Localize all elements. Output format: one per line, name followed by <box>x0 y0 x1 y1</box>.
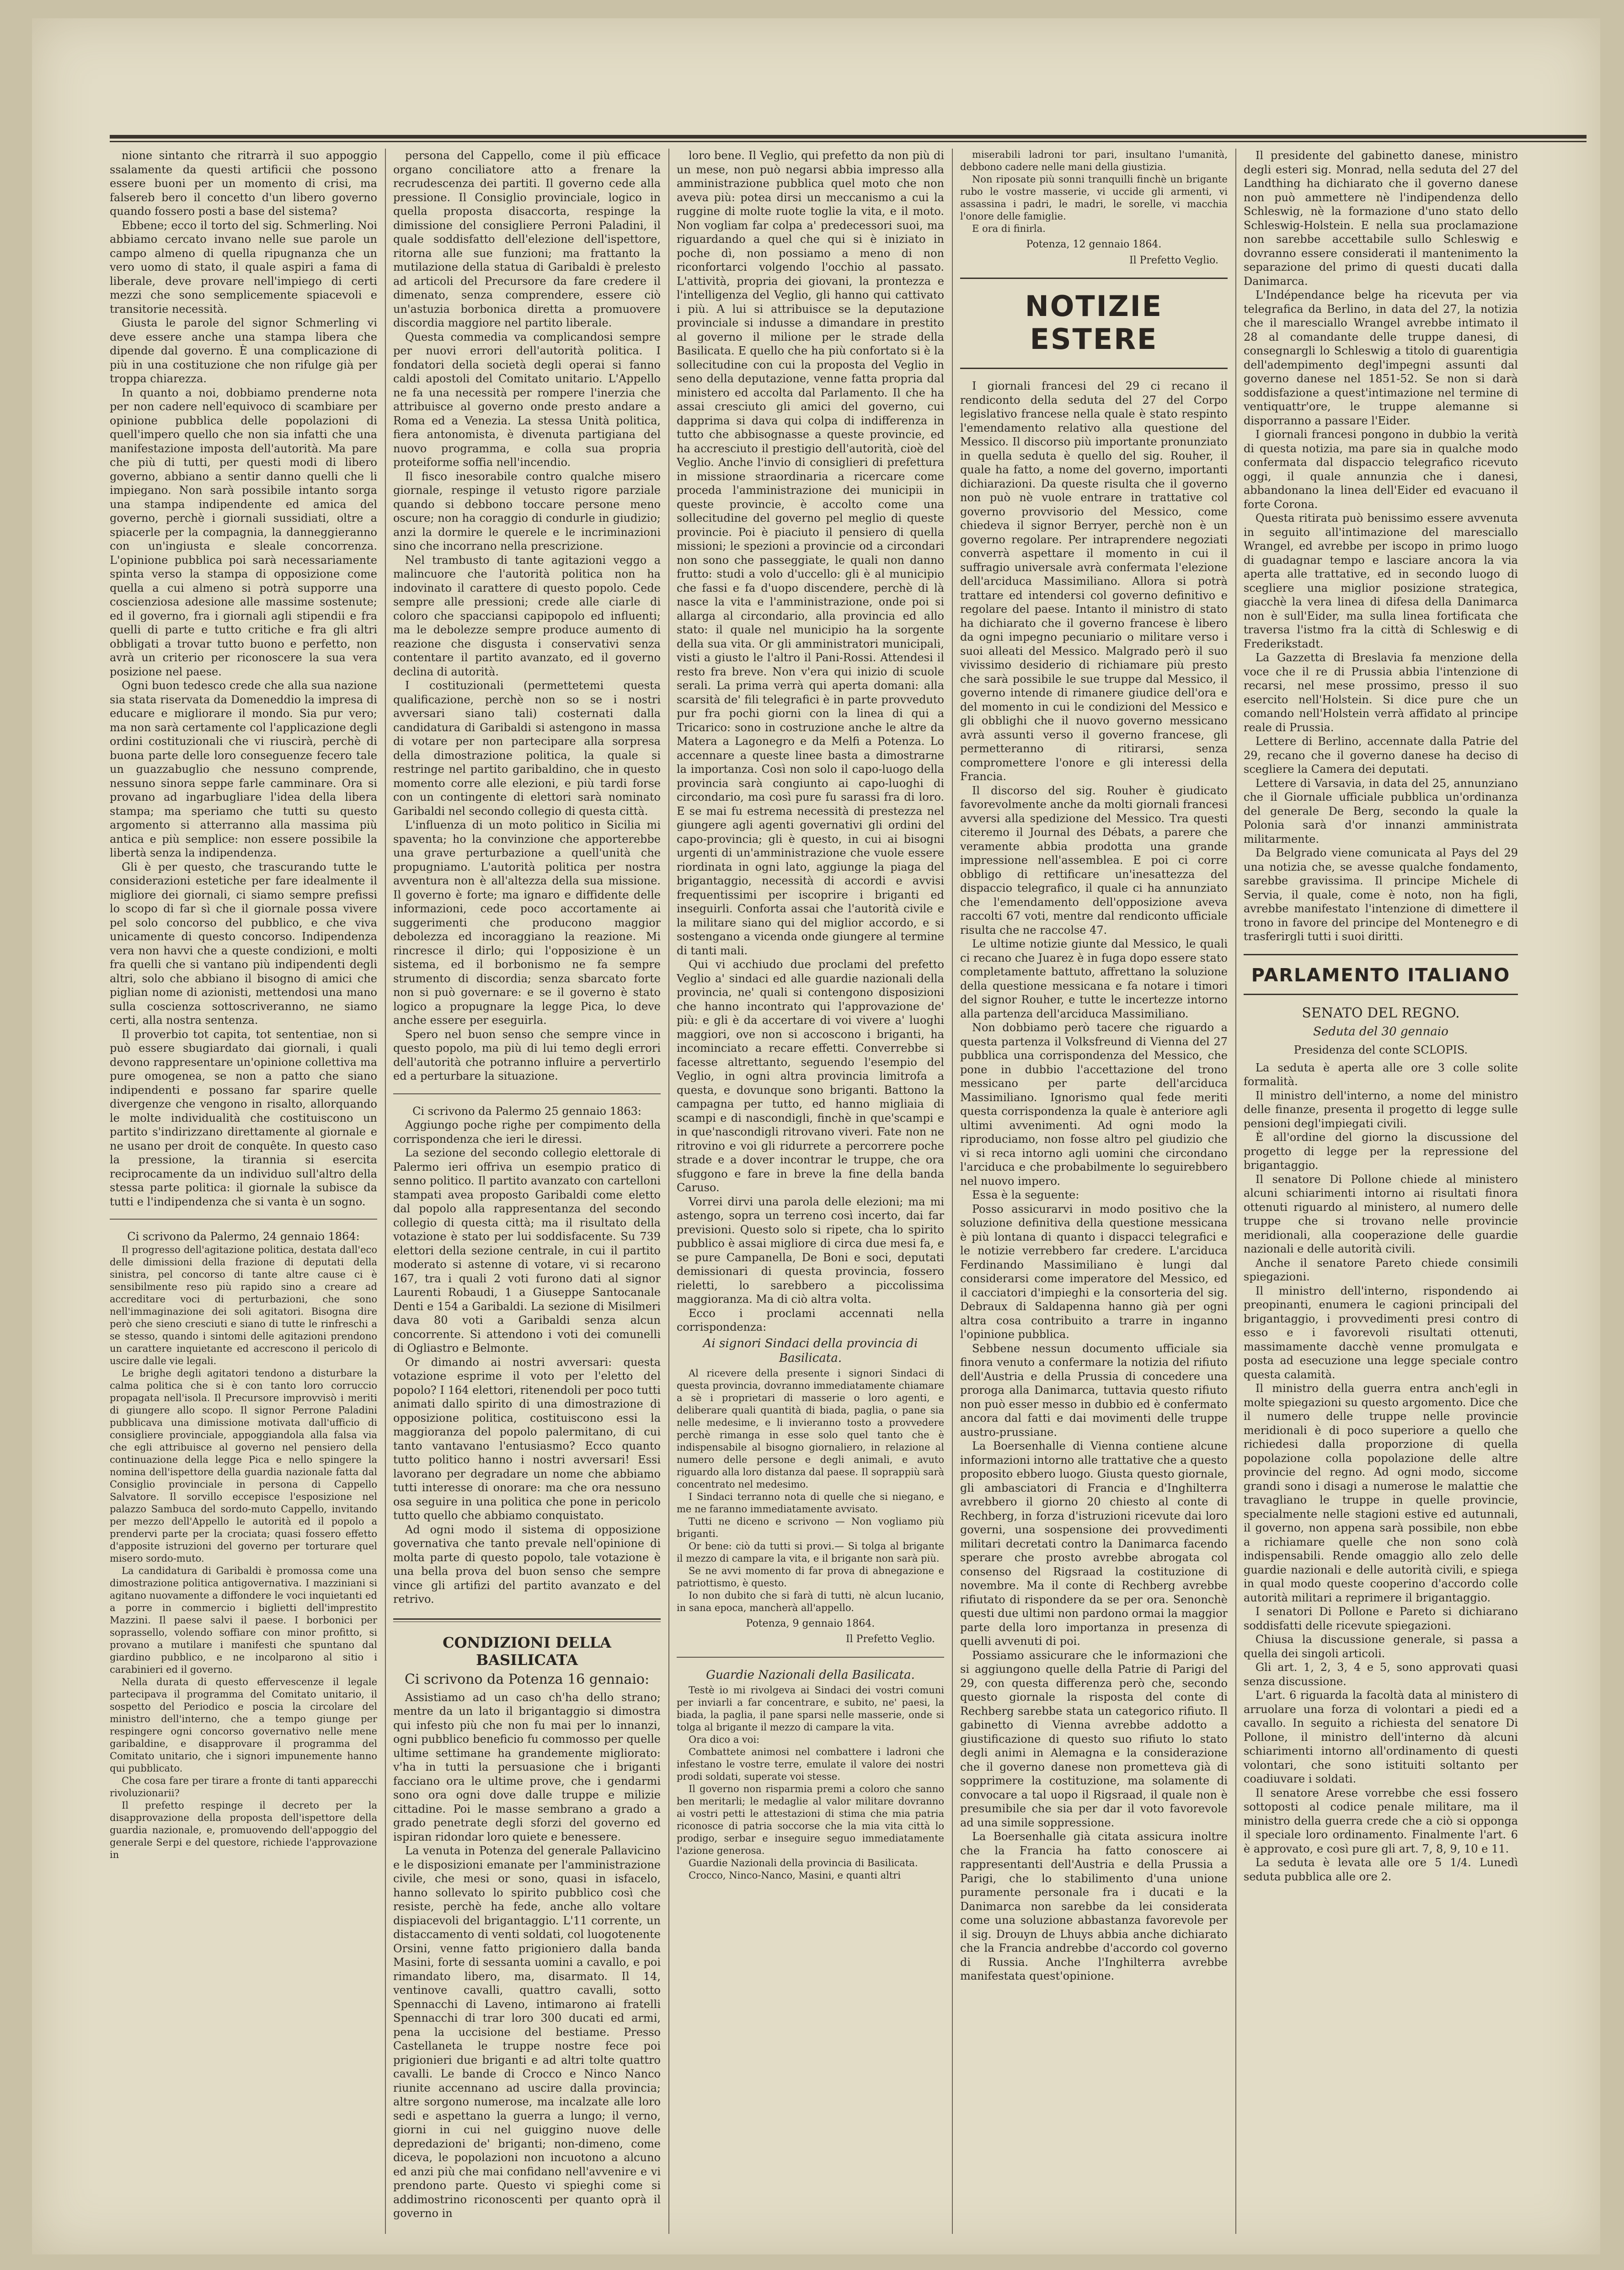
article-paragraph: Or dimando ai nostri avversari: questa votazione esprime il voto per l'eletto del popolo? I 164 elettori, ritenendoli per poco tutti animati dallo spirito di una dimostrazione di opposizione politica, costituiscono essi la maggioranza del popolo palermitano, di cui tanto vantavano l'entusiasmo? Ecco quanto tutto politico hanno i nostri avversari! Essi lavorano per degradare un nome che abbiamo tutti interesse di onorare: ma che ora nessuno osa seguire in una politica che pone in pericolo tutto quello che abbiamo conquistato. <box>393 1355 661 1522</box>
article-paragraph: Gli art. 1, 2, 3, 4 e 5, sono approvati quasi senza discussione. <box>1244 1661 1518 1688</box>
article-paragraph: Essa è la seguente: <box>972 1189 1079 1201</box>
article-paragraph: I senatori Di Pollone e Pareto si dichiarano soddisfatti delle ricevute spiegazioni. <box>1244 1605 1518 1632</box>
column-rule <box>1235 149 1236 2234</box>
article-paragraph: Nella durata di questo effervescenze il legale partecipava il programma del Comitato unitario, il sospetto del Periodico e poscia la circolare del ministro dell'interno, che a tempo giunge per respingere ogni concorso governativo nelle mene garibaldine, e disapprovare il programma del Comitato unitario, che i signori impunemente hanno qui pubblicato. <box>110 1676 377 1774</box>
article-paragraph: Gli è per questo, che trascurando tutte le considerazioni estetiche per fare idealmente il migliore dei giornali, ci siamo sempre prefissi lo scopo di far sì che il giornale possa vivere pel solo concorso del pubblico, e che viva unicamente di questo concorso. Indipendenza vera non havvi che a queste condizioni, e molti fra quelli che si vantano più indipendenti degli altri, solo che abbiano il bisogno di amici che piglian nome di azionisti, mettendosi una mano sulla coscienza sottoscriveranno, ne siamo certi, alla nostra sentenza. <box>110 860 377 1027</box>
top-rule <box>110 135 1587 139</box>
article-paragraph: Non riposate più sonni tranquilli finchè un brigante rubo le vostre masserie, vi uccide gli armenti, vi assassina i padri, le madri, le sorelle, vi macchia l'onore delle famiglie. <box>960 174 1228 222</box>
article-paragraph: Ebbene; ecco il torto del sig. Schmerling. Noi abbiamo cercato invano nelle sue parole un campo almeno di quella ripugnanza che un vero uomo di stato, il quale aspiri a fama di liberale, deve provare nell'impiego di certi mezzi che sono semplicemente spiacevoli e transitorie necessità. <box>110 219 377 316</box>
column-rule <box>668 149 669 2234</box>
article-paragraph: I giornali francesi pongono in dubbio la verità di questa notizia, ma pare sia in qualche modo confermata dal dispaccio telegrafico ricevuto oggi, il quale annunzia che i danesi, abbandonano la linea dell'Eider ed evacuano il forte Corona. <box>1244 428 1518 511</box>
article-paragraph: Il discorso del sig. Rouher è giudicato favorevolmente anche da molti giornali francesi avversi alla spedizione del Messico. Tra questi citeremo il Journal des Débats, a parere che veramente abbia prodotta una grande impressione nell'assemblea. E poi ci corre obbligo di rettificare un'inesattezza del dispaccio telegrafico, il quale ci ha annunziato che l'emendamento dell'opposizione aveva raccolti 67 voti, mentre dal rendiconto ufficiale risulta che ne raccolse 47. <box>960 784 1228 937</box>
article-paragraph: La seduta è levata alle ore 5 1/4. Lunedì seduta pubblica alle ore 2. <box>1244 1856 1518 1883</box>
article-paragraph: La Boersenhalle di Vienna contiene alcune informazioni intorno alle trattative che a questo proposito ebbero luogo. Giusta questo giornale, gli ambasciatori di Francia e d'Inghilterra avrebbero il giorno 20 chiesto al conte di Rechberg, in forza d'istruzioni ricevute dai loro governi, una sospensione dei provvedimenti militari decretati contro la Danimarca facendo sperare che prosto avrebbe abrogata col consenso del Rigsraad la costituzione di novembre. Ma il conte di Rechberg avrebbe rifiutato di rispondere da se per ora. Senonchè questi due ultimi non pardono ormai la maggior parte della loro importanza in presenza di quelli avvenuti di poi. <box>960 1440 1228 1648</box>
article-paragraph: In quanto a noi, dobbiamo prenderne nota per non cadere nell'equivoco di scambiare per opinione pubblica delle popolazioni di quell'impero quello che non sia infatti che una manifestazione imposta dell'autorità. Ma pare che più di tutti, per questi modi di libero governo, abbiano a sentir danno quelli che li impiegano. Non sarà possibile intanto sorga una stampa indipendente ed amica del governo, perchè i giornali sussidiati, oltre a spiacerle per la compagnia, la danneggieranno con un'ingiusta e sleale concorrenza. L'opinione pubblica poi sarà necessariamente spinta verso la stampa di opposizione come quella a cui almeno si potrà supporre una coscienziosa adesione alle massime sostenute; ed il governo, fra i giornali agli stipendii e fra quelli di parte e tutto critiche e fra gli altri obbligati a trovar tutto buono e perfetto, non avrà un criterio per riconoscere la sua vera posizione nel paese. <box>110 386 377 678</box>
article-paragraph: Nel trambusto di tante agitazioni veggo a malincuore che l'autorità politica non ha indovinato il carattere di questo popolo. Cede sempre alle pressioni; crede alle ciarle di coloro che spacciansi capipopolo ed influenti; ma le debolezze sempre produce aumento di reazione che disgusta i conservativi senza contentare il partito avanzato, ed il governo declina di autorità. <box>393 553 661 678</box>
article-paragraph: Combattete animosi nel combattere i ladroni che infestano le vostre terre, emulate il valore dei nostri prodi soldati, superate voi stesse. <box>677 1746 944 1782</box>
article-paragraph: È all'ordine del giorno la discussione del progetto di legge per la repressione del brigantaggio. <box>1244 1131 1518 1172</box>
article-paragraph: La seduta è aperta alle ore 3 colle solite formalità. <box>1244 1061 1518 1088</box>
double-rule <box>393 1618 661 1622</box>
article-paragraph: Spero nel buon senso che sempre vince in questo popolo, ma più di lui temo degli errori dell'autorità che potranno influire a pervertirlo ed a perturbare la situazione. <box>393 1028 661 1082</box>
article-paragraph: Il ministro dell'interno, rispondendo ai preopinanti, enumera le cagioni principali del brigantaggio, i provvedimenti presi contro di esso e i favorevoli risultati ottenuti, massimamente dacchè venne promulgata e posta ad esecuzione una legge speciale contro questa calamità. <box>1244 1284 1518 1381</box>
article-paragraph: Le ultime notizie giunte dal Messico, le quali ci recano che Juarez è in fuga dopo essere stato completamente battuto, affrettano la soluzione della questione messicana e fa notare i timori del signor Rouher, e tutte le incertezze intorno alla partenza dell'arciduca Massimiliano. <box>960 937 1228 1020</box>
signature: Il Prefetto Veglio. <box>845 1633 935 1645</box>
article-paragraph: I Sindaci terranno nota di quelle che si niegano, e me ne faranno immediatamente avvisato. <box>677 1491 944 1515</box>
article-paragraph: Crocco, Ninco-Nanco, Masini, e quanti altri <box>689 1869 901 1881</box>
newspaper-page <box>32 18 1600 2254</box>
article-paragraph: Assistiamo ad un caso ch'ha dello strano; mentre da un lato il brigantaggio si dimostra qui infesto più che non fu mai per lo innanzi, ogni pubblico beneficio fu commosso per quelle ultime settimane ha grandemente migliorato: v'ha in tutti la persuasione che i briganti facciano ora le ultime prove, che i gendarmi sono ora ogni dove dalle truppe e milizie cittadine. Poi le masse sembrano a grado a grado penetrate degli sforzi del governo ed ispiran ridondar loro quiete e benessere. <box>393 1691 661 1843</box>
article-paragraph: Ora dico a voi: <box>689 1734 760 1745</box>
date-line: Potenza, 12 gennaio 1864. <box>1026 239 1162 250</box>
divider <box>393 1093 661 1094</box>
article-paragraph: La sezione del secondo collegio elettorale di Palermo ieri offriva un esempio pratico di senno politico. Il partito avanzato con cartelloni stampati avea proposto Garibaldi come eletto dal popolo alla rappresentanza del secondo collegio di questa città; ma il risultato della votazione è stato per lui soddisfacente. Su 739 elettori della sezione centrale, in cui il partito moderato si astenne di votare, vi si recarono 167, tra i quali 2 voti furono dati al signor Laurenti Robaudi, 1 a Giuseppe Santocanale Denti e 154 a Garibaldi. La sezione di Misilmeri dava 80 voti a Garibaldi senza alcun concorrente. Si attendono i voti dei comunelli di Ogliastro e Belmonte. <box>393 1146 661 1355</box>
article-paragraph: Sebbene nessun documento ufficiale sia finora venuto a confermare la notizia del rifiuto dell'Austria e della Prussia di concedere una proroga alla Danimarca, tuttavia questo rifiuto non può esser messo in dubbio ed è confermato ancora dal fatti e dai movimenti delle truppe austro-prussiane. <box>960 1342 1228 1439</box>
article-paragraph: Qui vi acchiudo due proclami del prefetto Veglio a' sindaci ed alle guardie nazionali della provincia, ne' quali si contengono disposizioni che hanno incontrato qui l'approvazione de' più: e gli è da accertare di voi vivere a' luoghi maggiori, ove non si accoscono i briganti, ha incominciato a recare effetti. Converrebbe si facesse altrettanto, seguendo l'esempio del Veglio, in ogni altra provincia limitrofa a questa, e dovunque sono briganti. Battono la campagna per tutto, ed hanno migliaia di scampi e di nascondigli, finchè in que'scampi e in que'nascondigli ritrovano viveri. Fate non ne ritrovino e voi gli ridurrete a percorrere poche strade e a dover incontrar le truppe, che ora sfuggono e fare in breve la fine della banda Caruso. <box>677 958 944 1194</box>
column-3 <box>677 149 944 2234</box>
article-paragraph: L'influenza di un moto politico in Sicilia mi spaventa; ho la convinzione che apporterebbe una grave perturbazione a quell'unità che propugniamo. L'autorità politica per nostra avventura non è all'altezza della sua missione. Il governo è forte; ma ignaro e diffidente delle informazioni, cede poco accortamente ai suggerimenti che producono maggior debolezza ed incoraggiano la reazione. Mi rincresce il dirlo; qui l'opposizione è un sistema, ed il borbonismo ne fa sempre strumento di discordia; senza sbarcato forte non si può governare: e se il governo è stato logico a propugnare la legge Pica, lo deve anche essere per eseguirla. <box>393 819 661 1027</box>
article-paragraph: I costituzionali (permettetemi questa qualificazione, perchè non so se i nostri avversari siano tali) costernati dalla candidatura di Garibaldi si astengono in massa di votare per non partecipare alla sorpresa della dimostrazione politica, la quale si restringe nel partito garibaldino, che in questo momento corre alle elezioni, e più tardi forse con un contingente di elettori sarà nominato Garibaldi nel secondo collegio di questa città. <box>393 679 661 818</box>
article-paragraph: Il ministro della guerra entra anch'egli in molte spiegazioni su questo argomento. Dice che il numero delle truppe nelle provincie meridionali è di poco superiore a quello che richiedesi dalla proporzione di quella popolazione colla popolazione delle altre provincie del regno. Ad ogni modo, siccome grandi sono i disagi a numerose le malattie che travagliano le truppe in quelle provincie, specialmente nelle stagioni estive ed autunnali, il governo, non appena sarà possibile, non ebbe a richiamare quelle che non sono colà indispensabili. Rende omaggio allo zelo delle guardie nazionali e delle autorità civili, e spiega in qual modo queste cooperino d'accordo colle autorità militari a reprimere il brigantaggio. <box>1244 1382 1518 1604</box>
article-paragraph: Se ne avvi momento di far prova di abnegazione e patriottismo, è questo. <box>677 1565 944 1589</box>
article-paragraph: La candidatura di Garibaldi è promossa come una dimostrazione politica antigovernativa. I mazziniani si agitano nuovamente a diffondere le voci inquietanti ed a porre in commercio i biglietti dell'imprestito Mazzini. Il paese salvi il paese. I borbonici per soprassello, volendo soffiare con minor profitto, si provano a mutilare i manifesti che spuntano dal giardino pubblico, e ne incolparono al sitio i carabinieri ed il governo. <box>110 1565 377 1675</box>
article-paragraph: La Boersenhalle già citata assicura inoltre che la Francia ha fatto conoscere ai rappresentanti dell'Austria e della Prussia a Parigi, che lo stabilimento d'una unione puramente personale fra i ducati e la Danimarca non sarebbe da lei considerata come una soluzione abbastanza favorevole per il sig. Drouyn de Lhuys abbia anche dichiarato che la Francia andrebbe d'accordo col governo di Russia. Anche l'Inghilterra avrebbe manifestata quest'opinione. <box>960 1830 1228 1982</box>
column-1 <box>110 149 377 2234</box>
article-paragraph: persona del Cappello, come il più efficace organo conciliatore atto a frenare la recrudescenza dei partiti. Il governo cede alla pressione. Il Consiglio provinciale, logico in quella proposta disaccorta, respinge la dimissione del consigliere Perroni Paladini, il quale soddisfatto dell'elezione dell'ispettore, ritorna alle sue funzioni; ma frattanto la mutilazione della statua di Garibaldi è prelesto ad articoli del Precursore da fare credere il dimenato, senza comprendere, essere ciò un'astuzia borbonica diretta a promuovere discordia maggiore nel partito liberale. <box>393 149 661 329</box>
divider <box>110 1219 377 1220</box>
article-paragraph: Il prefetto respinge il decreto per la disapprovazione della proposta dell'ispettore della guardia nazionale, e, promuovendo dell'appoggio del generale Serpi e del questore, richiede l'approvazione in <box>110 1799 377 1860</box>
article-paragraph: Le brighe degli agitatori tendono a disturbare la calma politica che si è con tanto loro corruccio propagata nell'isola. Il Precursore improvvisò i meriti di giungere allo scopo. Il signor Perrone Paladini pubblicava una dimissione motivata dall'ufficio di consigliere provinciale, appoggiandola alla falsa via che egli attribuisce al governo nel pensiero della continuazione della legge Pica e nello spingere la nomina dell'ispettore della guardia nazionale fatta dal Consiglio provinciale in persona di Cappello Salvatore. Il sorvillo eccepisce l'esposizione nel palazzo Sambuca del sordo-muto Cappello, invitando per mezzo dell'Appello le autorità ed il popolo a prendervi parte per la crociata; quasi fossero effetto d'apposite istruzioni del governo per torturare quel misero sordo-muto. <box>110 1367 377 1564</box>
session-date: Seduta del 30 gennaio <box>1313 1024 1448 1039</box>
top-rule-thin <box>110 141 1587 142</box>
article-paragraph: Giusta le parole del signor Schmerling vi deve essere anche una stampa libera che dipende dal governo. È una complicazione di più in una costituzione che non rifulge già per troppa chiarezza. <box>110 316 377 385</box>
article-paragraph: Anche il senatore Pareto chiede consimili spiegazioni. <box>1244 1256 1518 1283</box>
article-paragraph: Vorrei dirvi una parola delle elezioni; ma mi astengo, sopra un terreno così incerto, dai far previsioni. Questo solo si ripete, cha lo spirito pubblico è assai migliore di circa due mesi fa, e se pure Campanella, De Boni e soci, deputati demissionari di questa provincia, fossero rieletti, lo sarebbero a piccolissima maggioranza. Ma di ciò altra volta. <box>677 1195 944 1306</box>
column-rule <box>385 149 386 2234</box>
article-paragraph: nione sintanto che ritrarrà il suo appoggio ssalamente da questi artificii che possono essere buoni per un momento di crisi, ma falsereb bero il concetto d'un libero governo quando fossero posti a base del sistema? <box>110 149 377 218</box>
article-paragraph: Ad ogni modo il sistema di opposizione governativa che tanto prevale nell'opinione di molta parte di questo popolo, tale votazione è una bella prova del buon senso che sempre vince gli artifizi del partito avanzato e del retrivo. <box>393 1523 661 1606</box>
article-paragraph: Il proverbio tot capita, tot sententiae, non si può essere sbugiardato dai giornali, i quali devono rappresentare un'opinione collettiva ma pure omogenea, se non a patto che siano indipendenti e possano far sparire quelle divergenze che vengono in risalto, allorquando le molte individualità che costituiscono un partito s'indirizzano direttamente al giornale e ne usano per droit de conquête. In questo caso la pressione, la tirannia si esercita reciprocamente da un individuo sull'altro della stessa parte politica: il giornale la subisce da tutti e l'indipendenza che si vanta è un sogno. <box>110 1028 377 1208</box>
article-paragraph: L'art. 6 riguarda la facoltà data al ministero di arruolare una forza di volontari a piedi ed a cavallo. In seguito a richiesta del senatore Di Pollone, il ministro dell'interno dà alcuni schiarimenti intorno all'ordinamento di questi volontari, che sono istituiti soltanto per coadiuvare i soldati. <box>1244 1689 1518 1785</box>
article-paragraph: Posso assicurarvi in modo positivo che la soluzione definitiva della questione messicana è più lontana di quanto i dispacci telegrafici e le notizie verrebbero far credere. L'arciduca Ferdinando Massimiliano è lungi dal considerarsi come imperatore del Messico, ed il cacciatori d'impieghi e la consorteria del sig. Debraux di Saldapenna hanno già per ogni altra cosa contribuito a trarre in inganno l'opinione pubblica. <box>960 1202 1228 1341</box>
article-paragraph: Da Belgrado viene comunicata al Pays del 29 una notizia che, se avesse qualche fondamento, sarebbe gravissima. Il principe Michele di Servia, il quale, come è noto, non ha figli, avrebbe manifestato l'intenzione di dimettere il trono in favore del principe del Montenegro e di trasferirgli tutti i suoi diritti. <box>1244 846 1518 943</box>
column-5 <box>1244 149 1518 2234</box>
presidency: Presidenza del conte SCLOPIS. <box>1293 1043 1468 1056</box>
article-paragraph: Al ricevere della presente i signori Sindaci di questa provincia, dovranno immediatamente chiamare a sè i proprietari di masserie o loro agenti, e deliberare quali quantità di biada, paglia, o pane sia nelle medesime, e li invieranno tosto a provvedere perchè rimanga in esse solo quel tanto che è indispensabile al bisogno giornaliero, in relazione al numero delle persone e degli animali, e avuto riguardo alla loro distanza dal paese. Il soprappiù sarà concentrato nel medesimo. <box>677 1367 944 1490</box>
article-paragraph: Tutti ne diceno e scrivono — Non vogliamo più briganti. <box>677 1515 944 1539</box>
article-paragraph: Il governo non risparmia premi a coloro che sanno ben meritarli; le medaglie al valor militare dovranno ai vostri petti le attestazioni di stima che mia patria riconosce di patria soccorse che la mia vita città lo prodigo, serbar e inseguire seguo immediatamente l'azione generosa. <box>677 1783 944 1856</box>
senate-heading: SENATO DEL REGNO. <box>1302 1005 1460 1021</box>
divider <box>677 1657 944 1658</box>
column-4 <box>960 149 1228 2234</box>
section-subtitle: Ci scrivono da Potenza 16 gennaio: <box>404 1671 650 1687</box>
signature: Il Prefetto Veglio. <box>1129 254 1218 266</box>
article-paragraph: E ora di finirla. <box>972 223 1046 234</box>
article-paragraph: I giornali francesi del 29 ci recano il rendiconto della seduta del 27 del Corpo legislativo francese nella quale è stato respinto l'emendamento relativo alla questione del Messico. Il discorso più importante pronunziato in quella seduta è quello del sig. Rouher, il quale ha fatto, a nome del governo, importanti dichiarazioni. Da queste risulta che il governo non può nè vuole entrare in trattative col governo provvisorio del Messico, come chiedeva il signor Berryer, perchè non è un governo regolare. Per intraprendere negoziati converrà aspettare il momento in cui il suffragio universale avrà confermata l'elezione dell'arciduca Massimiliano. Allora si potrà trattare ed intendersi col governo definitivo e regolare del paese. Intanto il ministro di stato ha dichiarato che il governo francese è libero da ogni impegno pecuniario o militare verso i suoi alleati del Messico. Malgrado però il suo vivissimo desiderio di richiamare più presto che sarà possibile le sue truppe dal Messico, il governo intende di rimanere giudice dell'ora e del momento in cui le condizioni del Messico e gli obblighi che il nuovo governo messicano avrà assunti verso il governo francese, gli permetteranno di ritirarsi, senza compromettere l'onore e gli interessi della Francia. <box>960 380 1228 783</box>
article-paragraph: Io non dubito che si farà di tutti, nè alcun lucanio, in sana epoca, mancherà all'appello. <box>677 1590 944 1613</box>
article-paragraph: Lettere di Berlino, accennate dalla Patrie del 29, recano che il governo danese ha deciso di scegliere la Camera dei deputati. <box>1244 735 1518 776</box>
article-paragraph: Il presidente del gabinetto danese, ministro degli esteri sig. Monrad, nella seduta del 27 del Landthing ha dichiarato che il governo danese non può ammettere nè l'indipendenza dello Schleswig, nè la formazione d'uno stato dello Schleswig-Holstein. E nella sua proclamazione non sarebbe accettabile sullo Schleswig e dovranno essere considerati il mantenimento la separazione del primo di questi ducati dalla Danimarca. <box>1244 149 1518 288</box>
article-paragraph: miserabili ladroni tor pari, insultano l'umanità, debbono cadere nelle mani della giustizia. <box>960 149 1228 172</box>
article-paragraph: loro bene. Il Veglio, qui prefetto da non più di un mese, non può negarsi abbia impresso alla amministrazione pubblica quel moto che non aveva più: potea dirsi un meccanismo a cui la ruggine di molte ruote toglie la vita, e il moto. Non vogliam far colpa a' predecessori suoi, ma riguardando a quel che qui si è iniziato in poche dì, non possiamo a meno di non riconfortarci volgendo l'occhio al passato. L'attività, propria dei giovani, la prontezza e l'intelligenza del Veglio, gli hanno qui cattivato i più. A lui si attribuisce se la deputazione provinciale si indusse a dimandare in prestito al governo il milione per le strade della Basilicata. E quello che ha più confortato si è la sollecitudine con cui la proposta del Veglio in seno della deputazione, venne fatta propria dal ministero ed accolta dal Parlamento. Il che ha assai cresciuto gli amici del governo, cui dapprima si dava qui colpa di indifferenza in tutto che abbisognasse a queste provincie, ed ha accresciuto il prestigio dell'autorità, cioè del Veglio. Anche l'invio di consiglieri di prefettura in missione straordinaria a ricercare come proceda l'amministrazione dei municipii in queste provincie, è accolto come una sollecitudine del governo pel meglio di queste provincie. Poi è piaciuto il pensiero di quella missioni; le spezioni a provincie od a circondari non sono che passeggiate, le quali non danno frutto: studi a volo d'uccello: gli è al municipio che fassi e fa d'uopo discendere, perchè di là nasce la vita e l'amministrazione, onde poi si allarga al circondario, alla provincia ed allo stato: il quale nel municipio ha la sorgente della sua vita. Or gli amministratori municipali, visti a giusto le l'altro il Pani-Rossi. Attendesi il resto fra breve. Non v'era qui inizio di scuole serali. La prima verrà qui aperta domani: alla scarsità de' fili telegrafici è in parte provveduto pur fra pochi giorni con la linea di qui a Tricarico: sono in costruzione anche le altre da Matera a Lagonegro e da Melfi a Potenza. Lo accennare a queste linee basta a dimostrarne la importanza. Così non solo il capo-luogo della provincia sarà congiunto ai capo-luoghi di circondario, ma così pure fu sarassi fra di loro. E se mai fu estrema necessità di prestezza nel giungere agli agenti governativi gli ordini del capo-provincia; gli è questo, in cui ai bisogni urgenti di un'amministrazione che vuole essere riordinata in ogni lato, aggiunge la piaga del brigantaggio, necessità di accordi e avvisi frequentissimi per iscoprire i briganti ed inseguirli. Conforta assai che l'autorità civile e la militare siano qui del miglior accordo, e si sostengano a vicenda onde giungere al termine di tanti mali. <box>677 149 944 957</box>
section-title-parlamento: PARLAMENTO ITALIANO <box>1251 964 1511 986</box>
article-paragraph: Questa commedia va complicandosi sempre per nuovi errori dell'autorità politica. I fondatori della società degli operai si fanno caldi apostoli del Comitato unitario. L'Appello ne fa una necessità per rompere l'inerzia che attribuisce al governo onde presto andare a Roma ed a Venezia. La stessa Unità politica, fiera antonomista, è divenuta partigiana del nuovo programma, e colla sua propria proteiforme soffia nell'incendio. <box>393 330 661 469</box>
article-paragraph: Aggiungo poche righe per compimento della corrispondenza che ieri le diressi. <box>393 1119 661 1146</box>
proclamation-heading: Guardie Nazionali della Basilicata. <box>706 1668 915 1682</box>
section-title-notizie-estere: NOTIZIE ESTERE <box>1025 289 1163 356</box>
article-paragraph: Il fisco inesorabile contro qualche misero giornale, respinge il vetusto rigore parziale quando si debbono toccare persone meno oscure; non ha coraggio di condurle in giudizio; anzi la dormire le querele e le incriminazioni sino che incorrano nella prescrizione. <box>393 470 661 552</box>
article-paragraph: L'Indépendance belge ha ricevuta per via telegrafica da Berlino, in data del 27, la notizia che il maresciallo Wrangel avrebbe intimato il 28 al comandante delle truppe danesi, di consegnargli lo Schleswig a titolo di guarentigia dell'adempimento degl'impegni assunti dal governo danese nel 1851-52. Se non si darà soddisfazione a quest'intimazione nel termine di ventiquattr'ore, le truppe alemanne si disporranno a passare l'Eider. <box>1244 289 1518 427</box>
proclamation-heading: Ai signori Sindaci della provincia di Basilicata. <box>703 1336 918 1365</box>
article-paragraph: Il senatore Di Pollone chiede al ministero alcuni schiarimenti intorno ai risultati finora ottenuti riguardo al ministero, al numero delle truppe che si trovano nelle provincie meridionali, alla cooperazione delle guardie nazionali e delle autorità civili. <box>1244 1172 1518 1255</box>
section-heading: Ci scrivono da Palermo 25 gennaio 1863: <box>412 1104 641 1118</box>
column-rule <box>952 149 953 2234</box>
article-paragraph: Lettere di Varsavia, in data del 25, annunziano che il Giornale ufficiale pubblica un'ordinanza del generale De Berg, secondo la quale la Polonia sarà d'or innanzi amministrata militarmente. <box>1244 776 1518 846</box>
article-paragraph: La venuta in Potenza del generale Pallavicino e le disposizioni emanate per l'amministrazione civile, che mesi or sono, quasi in isfacelo, hanno sollevato lo spirito pubblico così che resiste, perchè ha fede, anche allo voltare dispiacevoli del brigantaggio. L'11 corrente, un distaccamento di venti soldati, col luogotenente Orsini, venne fatto prigioniero dalla banda Masini, forte di sessanta uomini a cavallo, e poi rimandato libero, ma, disarmato. Il 14, ventinove cavalli, quattro cavalli, sotto Spennacchi di Laveno, intimarono ai fratelli Spennacchi di trar loro 300 ducati ed armi, pena la uccisione del bestiame. Presso Castellaneta le truppe nostre fece poi prigionieri due briganti e ad altri tolte quattro cavalli. Le bande di Crocco e Ninco Nanco riunite accennano ad uscire dalla provincia; altre sorgono numerose, ma incalzate alle loro sedi e aspettano la guerra a lungo; il verno, giorni in cui nel guiggino nuove delle depredazioni de' briganti; non-dimeno, come diceva, le popolazioni non incuotono a alcuno ed anzi più che mai confidano nell'avvenire e vi prendono parte. Questo vi spieghi come si addimostrino riconoscenti per quanto oprà il governo in <box>393 1844 661 2220</box>
article-paragraph: Che cosa fare per tirare a fronte di tanti apparecchi rivoluzionarii? <box>110 1775 377 1799</box>
article-paragraph: Possiamo assicurare che le informazioni che si aggiungono quelle della Patrie di Parigi del 29, con questa differenza però che, secondo questo giornale la risposta del conte di Rechberg sarebbe stata un categorico rifiuto. Il gabinetto di Vienna avrebbe addotto a giustificazione di questo suo rifiuto lo stato degli animi in Alemagna e la considerazione che il governo danese non prometteva già di sopprimere la costituzione, ma solamente di convocare a tal uopo il Rigsraad, il quale non è presumibile che sia per dar il voto favorevole ad una simile soppressione. <box>960 1649 1228 1829</box>
article-paragraph: Chiusa la discussione generale, si passa a quella dei singoli articoli. <box>1244 1633 1518 1660</box>
section-heading: Ci scrivono da Palermo, 24 gennaio 1864: <box>127 1230 360 1243</box>
article-paragraph: Non dobbiamo però tacere che riguardo a questa partenza il Volksfreund di Vienna del 27 pubblica una corrispondenza del Messico, che pone in dubbio l'accettazione del trono messicano per parte dell'arciduca Massimiliano. Ignorismo qual fede meriti questa corrispondenza la quale è anteriore agli ultimi avvenimenti. Ad ogni modo la riproduciamo, non fosse altro pel giudizio che vi si reca intorno agli uomini che circondano l'arciduca e che probabilmente lo seguirebbero nel nuovo impero. <box>960 1021 1228 1188</box>
article-paragraph: Or bene: ciò da tutti si provi.— Si tolga al brigante il mezzo di campare la vita, e il brigante non sarà più. <box>677 1540 944 1564</box>
section-title-basilicata: CONDIZIONI DELLA BASILICATA <box>443 1633 611 1669</box>
article-paragraph: Il ministro dell'interno, a nome del ministro delle finanze, presenta il progetto di legge sulle pensioni degl'impiegati civili. <box>1244 1089 1518 1130</box>
date-line: Potenza, 9 gennaio 1864. <box>746 1617 875 1629</box>
article-paragraph: Guardie Nazionali della provincia di Basilicata. <box>689 1857 918 1868</box>
article-paragraph: La Gazzetta di Breslavia fa menzione della voce che il re di Prussia abbia l'intenzione di recarsi, nel mese prossimo, presso il suo esercito nell'Holstein. Si dice pure che un comando nell'Holstein verrà affidato al principe reale di Prussia. <box>1244 651 1518 734</box>
article-paragraph: Ogni buon tedesco crede che alla sua nazione sia stata riservata da Domeneddio la impresa di educare e migliorare il mondo. Sia pur vero; ma non sarà certamente col l'applicazione degli ordini costituzionali che vi riuscirà, perchè di buona parte delle loro conseguenze fecero tale un guazzabuglio che nessuno comprende, nessuno sinora seppe farle camminare. Ora si provano ad ingarbugliare l'idea della libera stampa; ma speriamo che tutti su questo argomento si atterranno alla massima più antica e più semplice: non essere possibile la libertà senza la indipendenza. <box>110 679 377 859</box>
article-paragraph: Questa ritirata può benissimo essere avvenuta in seguito all'intimazione del maresciallo Wrangel, ed avrebbe per iscopo in primo luogo di guadagnar tempo e lasciare ancora la via aperta alle trattative, ed in secondo luogo di scegliere una miglior posizione strategica, giacchè la vera linea di difesa della Danimarca non è sull'Eider, ma sulla linea fortificata che traversa l'istmo fra la città di Schleswig e di Frederikstadt. <box>1244 512 1518 650</box>
column-2 <box>393 149 661 2234</box>
article-paragraph: Il progresso dell'agitazione politica, destata dall'eco delle dimissioni della frazione di deputati della sinistra, pel concorso di tante altre cause ci è sensibilmente reso più rapido sino a creare ad accreditare voci di perturbazioni, che sono nell'immaginazione dei soli agitatori. Bisogna dire però che sieno cresciuti e siano di tutte le rinfreschi a se stesso, quando i sintomi delle agitazioni prendono un carattere inquietante ed accrescono il pericolo di uscire dalle vie legali. <box>110 1244 377 1366</box>
article-paragraph: Ecco i proclami accennati nella corrispondenza: <box>677 1306 944 1333</box>
article-paragraph: Testè io mi rivolgeva ai Sindaci dei vostri comuni per inviarli a far concentrare, e subito, ne' paesi, la biada, la paglia, il pane sparsi nelle masserie, onde si tolga al brigante il mezzo di campare la vita. <box>677 1684 944 1733</box>
article-paragraph: Il senatore Arese vorrebbe che essi fossero sottoposti al codice penale militare, ma il ministro della guerra crede che a ciò si opponga il speciale loro ordinamento. Finalmente l'art. 6 è approvato, e così pure gli art. 7, 8, 9, 10 e 11. <box>1244 1786 1518 1855</box>
